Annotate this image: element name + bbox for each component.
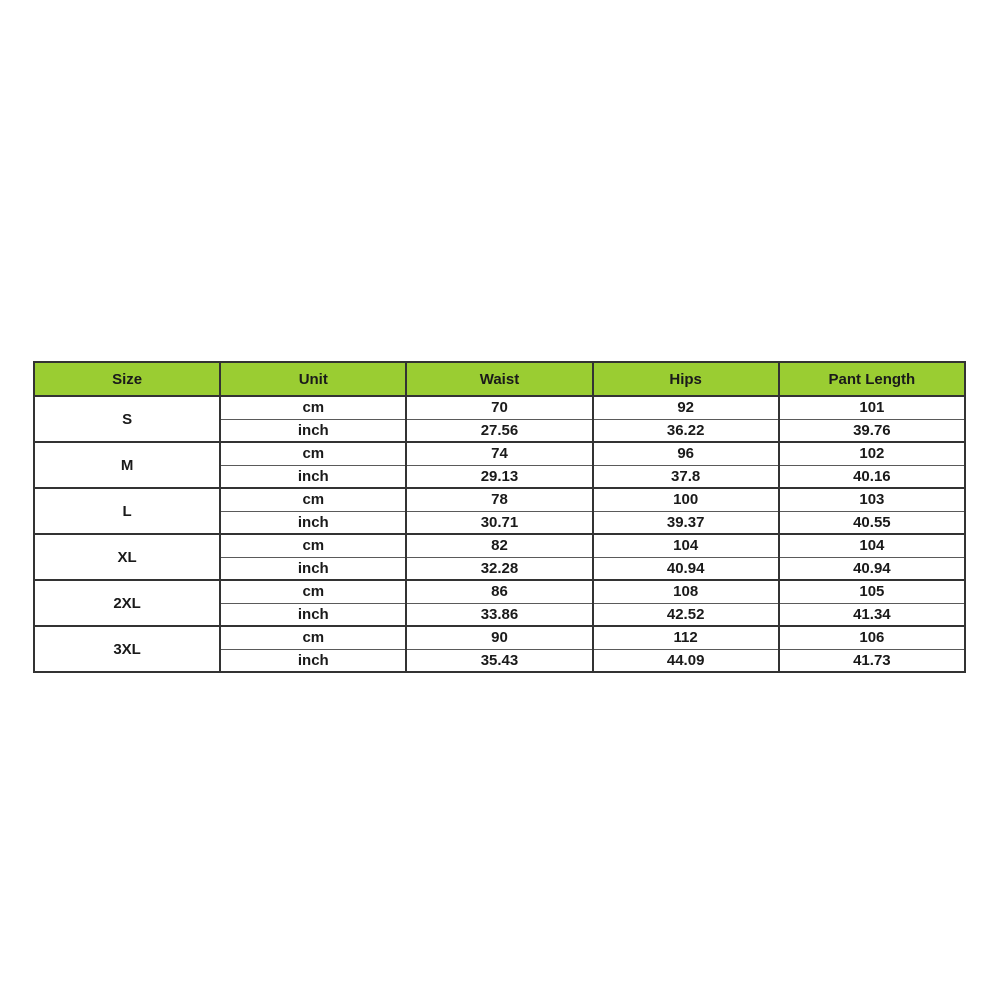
table-row: [34, 534, 965, 557]
hips-cell: 44.09: [593, 649, 779, 672]
pant-length-cell: 40.55: [779, 511, 965, 534]
hips-cell: 96: [593, 442, 779, 465]
size-chart-header: [34, 362, 965, 396]
unit-cell: cm: [220, 488, 406, 511]
hips-cell: 40.94: [593, 557, 779, 580]
hips-cell: 108: [593, 580, 779, 603]
unit-cell: inch: [220, 649, 406, 672]
column-header-pant-length: Pant Length: [779, 362, 965, 396]
pant-length-cell: 105: [779, 580, 965, 603]
pant-length-cell: 39.76: [779, 419, 965, 442]
size-cell: XL: [34, 534, 220, 580]
hips-cell: 36.22: [593, 419, 779, 442]
size-cell: L: [34, 488, 220, 534]
waist-cell: 33.86: [406, 603, 592, 626]
waist-cell: 35.43: [406, 649, 592, 672]
waist-cell: 74: [406, 442, 592, 465]
unit-cell: cm: [220, 626, 406, 649]
size-cell: S: [34, 396, 220, 442]
waist-cell: 86: [406, 580, 592, 603]
pant-length-cell: 102: [779, 442, 965, 465]
table-row: [34, 396, 965, 419]
waist-cell: 90: [406, 626, 592, 649]
pant-length-cell: 106: [779, 626, 965, 649]
hips-cell: 92: [593, 396, 779, 419]
waist-cell: 30.71: [406, 511, 592, 534]
hips-cell: 42.52: [593, 603, 779, 626]
hips-cell: 39.37: [593, 511, 779, 534]
table-row: [34, 488, 965, 511]
size-cell: 2XL: [34, 580, 220, 626]
unit-cell: inch: [220, 419, 406, 442]
column-header-size: Size: [34, 362, 220, 396]
pant-length-cell: 104: [779, 534, 965, 557]
size-table-body: [34, 396, 965, 672]
size-cell: 3XL: [34, 626, 220, 672]
hips-cell: 100: [593, 488, 779, 511]
hips-cell: 104: [593, 534, 779, 557]
table-row: [34, 442, 965, 465]
unit-cell: inch: [220, 603, 406, 626]
pant-length-cell: 41.34: [779, 603, 965, 626]
header-row: [34, 362, 965, 396]
pant-length-cell: 103: [779, 488, 965, 511]
table-row: [34, 580, 965, 603]
waist-cell: 32.28: [406, 557, 592, 580]
unit-cell: cm: [220, 396, 406, 419]
column-header-hips: Hips: [593, 362, 779, 396]
unit-cell: inch: [220, 465, 406, 488]
unit-cell: inch: [220, 511, 406, 534]
hips-cell: 37.8: [593, 465, 779, 488]
waist-cell: 82: [406, 534, 592, 557]
pant-length-cell: 40.16: [779, 465, 965, 488]
unit-cell: cm: [220, 534, 406, 557]
unit-cell: inch: [220, 557, 406, 580]
column-header-unit: Unit: [220, 362, 406, 396]
unit-cell: cm: [220, 580, 406, 603]
hips-cell: 112: [593, 626, 779, 649]
column-header-waist: Waist: [406, 362, 592, 396]
size-chart-table: [33, 361, 966, 673]
table-row: [34, 626, 965, 649]
size-chart: [33, 361, 966, 673]
pant-length-cell: 41.73: [779, 649, 965, 672]
size-cell: M: [34, 442, 220, 488]
waist-cell: 27.56: [406, 419, 592, 442]
unit-cell: cm: [220, 442, 406, 465]
waist-cell: 29.13: [406, 465, 592, 488]
pant-length-cell: 101: [779, 396, 965, 419]
waist-cell: 78: [406, 488, 592, 511]
waist-cell: 70: [406, 396, 592, 419]
pant-length-cell: 40.94: [779, 557, 965, 580]
